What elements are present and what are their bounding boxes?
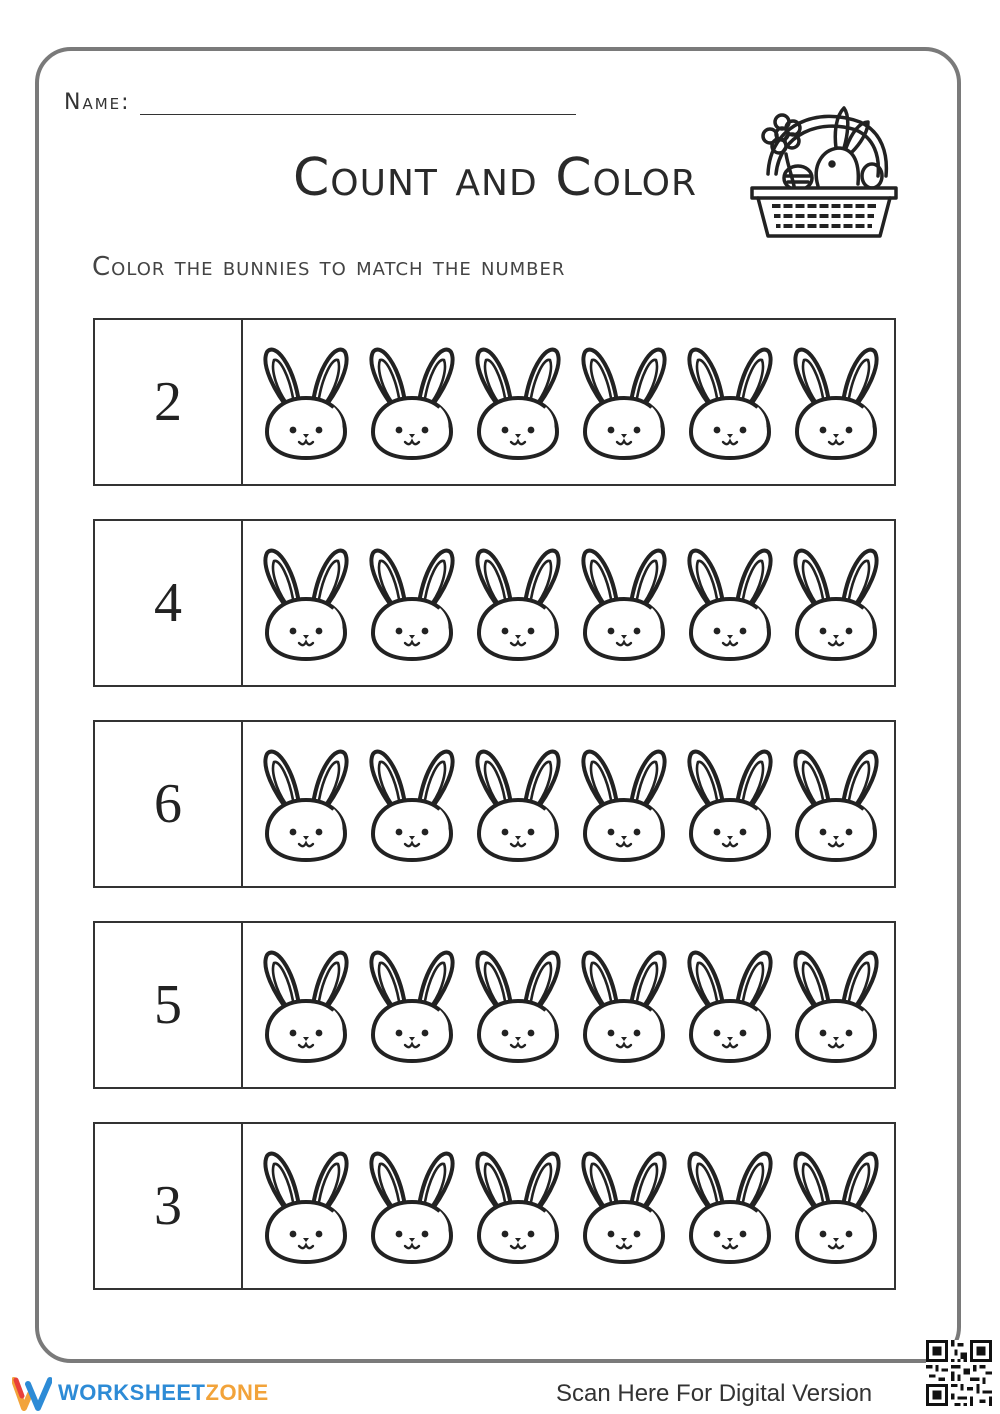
bunny-face-icon[interactable] [677,342,783,462]
count-row [93,519,896,687]
bunny-face-icon[interactable] [571,342,677,462]
bunny-face-icon[interactable] [783,744,889,864]
bunny-row [243,320,894,484]
bunny-face-icon[interactable] [677,945,783,1065]
count-row [93,1122,896,1290]
bunny-face-icon[interactable] [465,744,571,864]
row-number: 2 [95,320,243,484]
bunny-face-icon[interactable] [571,543,677,663]
bunny-face-icon[interactable] [465,1146,571,1266]
row-number: 6 [95,722,243,886]
bunny-face-icon[interactable] [253,543,359,663]
bunny-row [243,1124,894,1288]
bunny-face-icon[interactable] [465,543,571,663]
footer-brand[interactable] [58,1380,269,1406]
row-number: 3 [95,1124,243,1288]
bunny-face-icon[interactable] [677,543,783,663]
bunny-face-icon[interactable] [783,945,889,1065]
count-row [93,318,896,486]
instruction-text: Color the bunnies to match the number [92,252,566,282]
bunny-face-icon[interactable] [783,1146,889,1266]
bunny-face-icon[interactable] [465,342,571,462]
page-title: Count and Color [292,148,698,208]
bunny-face-icon[interactable] [253,1146,359,1266]
bunny-row [243,722,894,886]
brand-part-1: WORKSHEET [58,1380,206,1405]
count-row [93,720,896,888]
bunny-face-icon[interactable] [677,1146,783,1266]
row-number: 5 [95,923,243,1087]
bunny-face-icon[interactable] [465,945,571,1065]
row-number: 4 [95,521,243,685]
bunny-face-icon[interactable] [253,342,359,462]
bunny-face-icon[interactable] [359,945,465,1065]
easter-basket-icon [748,94,900,240]
bunny-face-icon[interactable] [571,1146,677,1266]
bunny-row [243,923,894,1087]
worksheetzone-logo-icon [12,1376,52,1412]
bunny-face-icon[interactable] [783,543,889,663]
scan-text: Scan Here For Digital Version [556,1380,873,1407]
bunny-face-icon[interactable] [253,945,359,1065]
bunny-face-icon[interactable] [359,342,465,462]
name-write-line[interactable] [140,114,576,115]
bunny-face-icon[interactable] [359,1146,465,1266]
bunny-face-icon[interactable] [677,744,783,864]
name-label: Name: [64,90,131,115]
brand-part-2: ZONE [205,1380,269,1405]
bunny-row [243,521,894,685]
bunny-face-icon[interactable] [253,744,359,864]
bunny-face-icon[interactable] [571,945,677,1065]
bunny-face-icon[interactable] [571,744,677,864]
count-row [93,921,896,1089]
bunny-face-icon[interactable] [359,543,465,663]
bunny-face-icon[interactable] [783,342,889,462]
bunny-face-icon[interactable] [359,744,465,864]
qr-code-icon[interactable] [926,1340,992,1406]
